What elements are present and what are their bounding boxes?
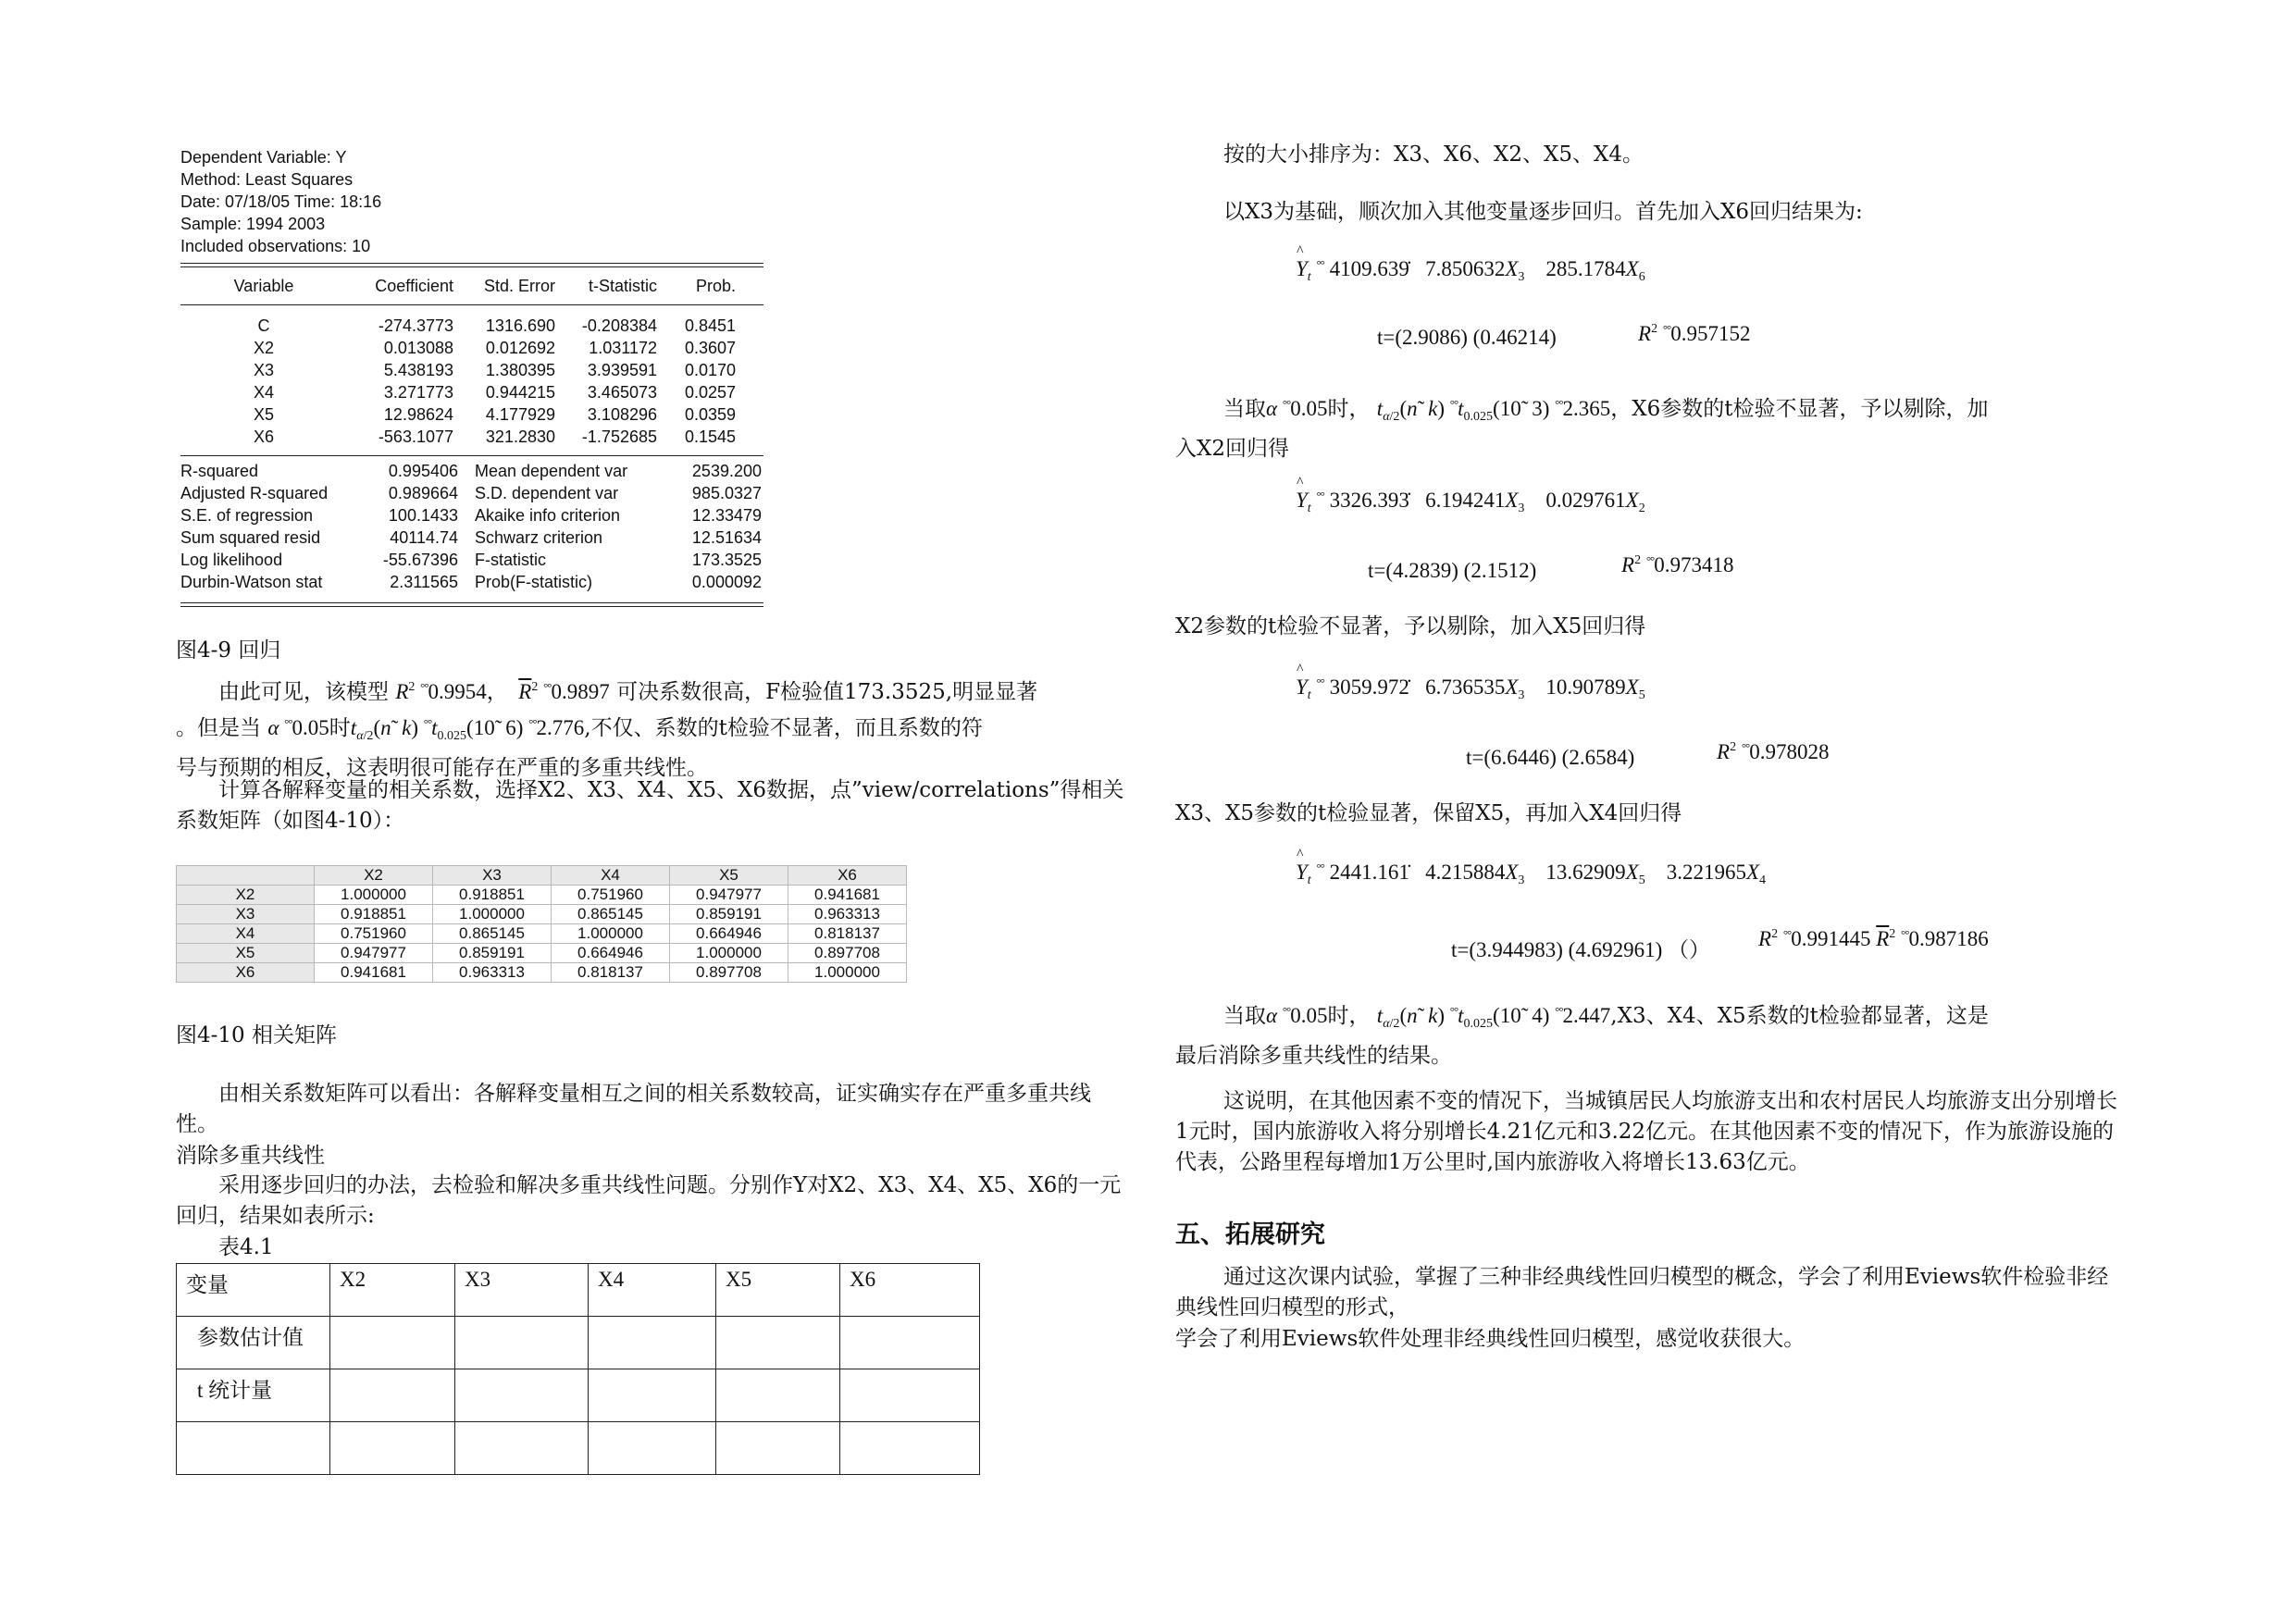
eq-coef: 0.029761 — [1545, 489, 1626, 512]
corr-col-header: X2 — [315, 866, 433, 886]
corr-cell: 0.859191 — [670, 905, 788, 924]
text: 。但是当 — [176, 716, 261, 740]
equation-2: ^ $Y_t$ °° 3326.393̇ $6.194241X_3$ $0.029761X_2$ — [1296, 489, 1645, 516]
corr-cell: 0.941681 — [788, 886, 907, 905]
t-critical-value: 2.776 — [536, 716, 585, 739]
corr-cell: 0.947977 — [315, 944, 433, 963]
corr-row-header: X5 — [177, 944, 315, 963]
corr-cell: 0.963313 — [433, 963, 552, 983]
corr-col-header: X6 — [788, 866, 907, 886]
stat-row — [180, 571, 763, 593]
stat-cell: 0.989664 — [388, 483, 458, 502]
stat-cell: 2539.200 — [691, 461, 762, 480]
eq-coef: 285.1784 — [1545, 257, 1626, 280]
corr-cell: 0.664946 — [670, 924, 788, 944]
paragraph: 由此可见，该模型 $R^2$ °°0.9954， $\overline{R}^2$ °°0.9897 可决系数很高，F检验值173.3525,明显显著 。但是当 α °°0.05时$t_{\alpha/2}(ñ$ k) $^{^\circ^\circ}t_{0.025}(10̃$ 6) °°2.776,不仅、系数的t检验不显著，而且系数的符 号与预期的相反，这表明很可能存在严重的多重共线性。 — [176, 672, 1129, 784]
table-cell: X2 — [330, 1264, 455, 1317]
stat-row — [180, 527, 763, 549]
stat-cell: 2.311565 — [390, 572, 458, 591]
alpha-value: 0.05 — [292, 716, 329, 739]
corr-cell: 1.000000 — [670, 944, 788, 963]
eq-constant: 2441.161 — [1329, 861, 1409, 884]
coef-table-header — [180, 267, 763, 304]
corr-row-header: X4 — [177, 924, 315, 944]
table-cell: 变量 — [177, 1264, 330, 1317]
table-cell — [455, 1369, 589, 1422]
stat-cell: Durbin-Watson stat — [180, 572, 323, 591]
alpha-value: 0.05 — [1290, 397, 1328, 420]
eq-sub: 3 — [1518, 270, 1525, 284]
coef-cell: X2 — [253, 338, 275, 357]
r-squared: $R^2$ °°0.973418 — [1621, 553, 1734, 576]
t-critical-value: 2.447 — [1562, 1004, 1611, 1027]
eq-coef: 3.221965 — [1666, 861, 1746, 884]
stat-cell: F-statistic — [475, 550, 547, 569]
coef-cell: 0.0170 — [684, 360, 736, 379]
eq-sub: 3 — [1518, 502, 1525, 515]
stat-cell: Prob(F-statistic) — [475, 572, 593, 591]
paragraph: 通过这次课内试验，掌握了三种非经典线性回归模型的概念，学会了利用Eviews软件检验非经典线性回归模型的形式， — [1175, 1265, 2109, 1319]
table-row — [177, 1369, 980, 1422]
coef-row — [180, 403, 763, 426]
table-row — [177, 1317, 980, 1369]
table-cell — [716, 1422, 840, 1475]
text: 最后消除多重共线性的结果。 — [1175, 1044, 1452, 1068]
corr-cell: 0.751960 — [315, 924, 433, 944]
eq-coef: 13.62909 — [1545, 861, 1626, 884]
r-squared-value: 0.9954， — [428, 680, 508, 703]
adj-r-squared-value: 0.9897 — [551, 680, 610, 703]
figure-caption: 图4-9 回归 — [176, 638, 281, 663]
r-squared: $R^2$ °°0.957152 — [1638, 322, 1751, 345]
stat-cell: R-squared — [180, 461, 259, 480]
text: 号与预期的相反，这表明很可能存在严重的多重共线性。 — [176, 756, 708, 780]
stat-cell: 173.3525 — [691, 550, 762, 569]
corr-col-header: X5 — [670, 866, 788, 886]
coef-cell: 1.031172 — [589, 338, 657, 357]
paragraph: 当取α °°0.05时， $t_{\alpha/2}(ñ$ k) $^{^\circ^\circ}t_{0.025}(10̃$ 3) °°2.365，X6参数的t检验不显著，予以剔除，加 入X2回归得 — [1175, 389, 2128, 465]
paragraph: 由相关系数矩阵可以看出：各解释变量相互之间的相关系数较高，证实确实存在严重多重共线性。 — [176, 1082, 1091, 1136]
table-cell — [589, 1317, 716, 1369]
corr-cell: 0.859191 — [433, 944, 552, 963]
figure-caption: 图4-10 相关矩阵 — [176, 1023, 337, 1047]
text: 可决系数很高，F检验值173.3525,明显显著 — [616, 680, 1038, 704]
corr-row-header: X3 — [177, 905, 315, 924]
eq-coef: 10.90789 — [1545, 675, 1626, 699]
table-cell — [589, 1422, 716, 1475]
eq-constant: 4109.639 — [1329, 257, 1409, 280]
paragraph: X3、X5参数的t检验显著，保留X5，再加入X4回归得 — [1175, 801, 1682, 825]
corr-row-header: X6 — [177, 963, 315, 983]
header-line: Sample: 1994 2003 — [180, 215, 326, 233]
table-caption: 表4.1 — [218, 1235, 274, 1259]
table-row — [177, 1264, 980, 1317]
table-cell: X3 — [455, 1264, 589, 1317]
corr-col-header: X4 — [552, 866, 670, 886]
coef-cell: 0.944215 — [485, 382, 555, 402]
regression-output — [180, 146, 763, 607]
r-squared: $R^2$ °°0.978028 — [1717, 740, 1830, 763]
table-cell — [716, 1369, 840, 1422]
coef-row — [180, 359, 763, 381]
stat-row — [180, 549, 763, 571]
coef-cell: 1316.690 — [485, 316, 555, 335]
text: 时， — [1327, 397, 1371, 421]
coef-cell: 0.013088 — [383, 338, 453, 357]
eq-sub: 2 — [1638, 502, 1645, 515]
coef-row — [180, 426, 763, 448]
stat-cell: S.E. of regression — [180, 505, 314, 525]
coef-cell: -0.208384 — [581, 316, 657, 335]
stat-cell: 12.51634 — [691, 527, 762, 547]
equation-1: ^ $Y_t$ °° 4109.639̇ $7.850632X_3$ $285.1784X_6$ — [1296, 257, 1645, 285]
col-header: Variable — [233, 276, 294, 295]
eq-var: X — [1745, 861, 1760, 884]
stat-row — [180, 504, 763, 527]
corr-cell: 1.000000 — [433, 905, 552, 924]
text: ,不仅、系数的t检验不显著，而且系数的符 — [584, 716, 983, 740]
stat-cell: Akaike info criterion — [475, 505, 621, 525]
stat-cell: 40114.74 — [390, 527, 458, 547]
eq-var: X — [1505, 489, 1519, 512]
header-line: Date: 07/18/05 Time: 18:16 — [180, 192, 382, 211]
coef-cell: 12.98624 — [383, 404, 453, 424]
coef-row — [180, 315, 763, 337]
header-line: Method: Least Squares — [180, 170, 354, 189]
coef-cell: 4.177929 — [485, 404, 555, 424]
section-heading: 五、拓展研究 — [1175, 1220, 1325, 1249]
eq-var: X — [1625, 489, 1639, 512]
eq-var: X — [1505, 257, 1519, 280]
eq-sub: 6 — [1638, 270, 1645, 284]
stat-row — [180, 482, 763, 504]
table-cell — [455, 1422, 589, 1475]
coef-cell: -1.752685 — [581, 427, 657, 446]
corr-row-header: X2 — [177, 886, 315, 905]
eq-constant: 3326.393 — [1329, 489, 1409, 512]
paragraph: 计算各解释变量的相关系数，选择X2、X3、X4、X5、X6数据，点”view/correlations”得相关系数矩阵（如图4-10）： — [176, 778, 1124, 833]
corr-row — [177, 944, 907, 963]
eq-sub: 3 — [1518, 873, 1525, 887]
header-line: Dependent Variable: Y — [180, 148, 347, 167]
corr-cell: 0.751960 — [552, 886, 670, 905]
r-squared-value: 0.991445 — [1791, 927, 1871, 950]
table-4-1 — [176, 1263, 980, 1475]
header-line: Included observations: 10 — [180, 237, 371, 255]
stat-cell: 985.0327 — [691, 483, 762, 502]
table-cell — [589, 1369, 716, 1422]
equation-3: ^ $Y_t$ °° 3059.972̇ $6.736535X_3$ $10.90789X_5$ — [1296, 675, 1645, 703]
eq-var: X — [1505, 861, 1519, 884]
corr-row — [177, 963, 907, 983]
stat-row — [180, 460, 763, 482]
corr-cell: 0.818137 — [788, 924, 907, 944]
stat-cell: 0.000092 — [691, 572, 762, 591]
col-header: Prob. — [695, 276, 736, 295]
stat-cell: 12.33479 — [691, 505, 762, 525]
col-header: Coefficient — [375, 276, 453, 295]
equation-4: ^ $Y_t$ °° 2441.161̇ $4.215884X_3$ $13.62909X_5$ $3.221965X_4$ — [1296, 861, 1766, 888]
coef-cell: X3 — [253, 360, 275, 379]
corr-cell: 0.865145 — [433, 924, 552, 944]
paragraph: 采用逐步回归的办法，去检验和解决多重共线性问题。分别作Y对X2、X3、X4、X5、X6的一元回归，结果如表所示: — [176, 1173, 1122, 1228]
coef-row — [180, 381, 763, 403]
table-cell — [455, 1317, 589, 1369]
paragraph: 这说明，在其他因素不变的情况下，当城镇居民人均旅游支出和农村居民人均旅游支出分别增长1元时，国内旅游收入将分别增长4.21亿元和3.22亿元。在其他因素不变的情况下，作为旅游设施的代表，公路里程每增加1万公里时,国内旅游收入将增长13.63亿元。 — [1175, 1089, 2117, 1174]
regression-header — [180, 146, 763, 257]
corr-cell: 0.818137 — [552, 963, 670, 983]
coef-cell: 0.012692 — [485, 338, 555, 357]
coef-cell: 3.939591 — [587, 360, 657, 379]
stat-cell: Sum squared resid — [180, 527, 321, 547]
eq-sub: 5 — [1638, 688, 1645, 702]
eq-sub: 4 — [1759, 873, 1767, 887]
table-cell: t 统计量 — [177, 1369, 330, 1422]
coef-cell: X4 — [253, 382, 275, 402]
coef-cell: 3.108296 — [587, 404, 657, 424]
table-cell — [330, 1369, 455, 1422]
text: 当取 — [1223, 1004, 1266, 1028]
eq-coef: 6.736535 — [1425, 675, 1506, 699]
table-cell — [840, 1317, 980, 1369]
t-critical-value: 2.365 — [1562, 397, 1611, 420]
corr-cell: 1.000000 — [552, 924, 670, 944]
coef-cell: 0.0257 — [684, 382, 736, 402]
t-values: t=(2.9086) (0.46214) — [1377, 326, 1557, 349]
eq-var: X — [1625, 675, 1639, 699]
corr-row — [177, 886, 907, 905]
col-header: Std. Error — [483, 276, 555, 295]
table-cell — [330, 1317, 455, 1369]
corr-col-header: X3 — [433, 866, 552, 886]
table-row — [177, 1422, 980, 1475]
table-cell: X6 — [840, 1264, 980, 1317]
t-values: t=(6.6446) (2.6584) — [1466, 746, 1635, 769]
coef-row — [180, 337, 763, 359]
coef-cell: 3.465073 — [587, 382, 657, 402]
paragraph: X2参数的t检验不显著，予以剔除，加入X5回归得 — [1175, 614, 1646, 638]
corr-cell: 0.897708 — [670, 963, 788, 983]
col-header: t-Statistic — [588, 276, 657, 295]
eq-var: X — [1625, 861, 1639, 884]
coef-cell: X5 — [253, 404, 275, 424]
coef-cell: 1.380395 — [485, 360, 555, 379]
paragraph: 按的大小排序为：X3、X6、X2、X5、X4。 — [1223, 142, 1644, 167]
corr-cell: 0.664946 — [552, 944, 670, 963]
coef-cell: 321.2830 — [485, 427, 555, 446]
coef-cell: X6 — [253, 427, 275, 446]
r-squared-value: 0.978028 — [1749, 740, 1830, 763]
coef-cell: C — [257, 316, 270, 335]
text: ，X6参数的t检验不显著，予以剔除，加 — [1610, 397, 1989, 421]
stat-cell: -55.67396 — [382, 550, 458, 569]
paragraph: 以X3为基础，顺次加入其他变量逐步回归。首先加入X6回归结果为: — [1223, 200, 1863, 224]
coef-cell: -563.1077 — [378, 427, 453, 446]
table-cell — [716, 1317, 840, 1369]
corr-row — [177, 924, 907, 944]
coef-cell: 3.271773 — [383, 382, 453, 402]
corner-cell — [177, 866, 315, 886]
r-squared-value: 0.973418 — [1654, 553, 1734, 576]
coef-cell: 0.1545 — [684, 427, 736, 446]
table-cell: X4 — [589, 1264, 716, 1317]
text: ,X3、X4、X5系数的t检验都显著，这是 — [1610, 1004, 1989, 1028]
eq-var: X — [1505, 675, 1519, 699]
divider — [180, 602, 763, 607]
stat-cell: Log likelihood — [180, 550, 283, 569]
corr-cell: 0.918851 — [433, 886, 552, 905]
corr-cell: 0.897708 — [788, 944, 907, 963]
stat-cell: Adjusted R-squared — [180, 483, 329, 502]
stats-table — [180, 460, 763, 593]
paragraph: 当取α °°0.05时， $t_{\alpha/2}(ñ$ k) $^{^\circ^\circ}t_{0.025}(10̃$ 4) °°2.447,X3、X4、X5系数的t检验都显著，这是 最后消除多重共线性的结果。 — [1175, 996, 2128, 1072]
coef-table-body — [180, 315, 763, 448]
alpha-value: 0.05 — [1290, 1004, 1328, 1027]
coef-cell: 0.0359 — [684, 404, 736, 424]
corr-cell: 0.947977 — [670, 886, 788, 905]
table-cell — [177, 1422, 330, 1475]
coef-cell: 0.3607 — [684, 338, 736, 357]
correlation-matrix — [176, 865, 907, 983]
table-cell — [840, 1422, 980, 1475]
paragraph: 学会了利用Eviews软件处理非经典线性回归模型，感觉收获很大。 — [1175, 1327, 1806, 1351]
table-cell — [840, 1369, 980, 1422]
stat-cell: Schwarz criterion — [475, 527, 603, 547]
text: 时 — [329, 716, 351, 740]
eq-coef: 4.215884 — [1425, 861, 1506, 884]
coef-cell: 5.438193 — [383, 360, 453, 379]
eq-var: X — [1625, 257, 1639, 280]
stat-cell: 0.995406 — [388, 461, 458, 480]
t-values: t=(3.944983) (4.692961) （） — [1451, 938, 1710, 961]
eq-coef: 6.194241 — [1425, 489, 1506, 512]
corr-cell: 1.000000 — [315, 886, 433, 905]
corr-cell: 0.963313 — [788, 905, 907, 924]
section-heading: 消除多重共线性 — [176, 1144, 325, 1168]
corr-cell: 0.918851 — [315, 905, 433, 924]
adj-r-squared-value: 0.987186 — [1908, 927, 1989, 950]
table-cell — [330, 1422, 455, 1475]
r-squared: $R^2$ °°0.991445 $\overline{R}^2$ °°0.987186 — [1758, 927, 1989, 950]
corr-cell: 1.000000 — [788, 963, 907, 983]
text: 由此可见，该模型 — [218, 680, 389, 704]
coef-cell: -274.3773 — [378, 316, 453, 335]
stat-cell: 100.1433 — [388, 505, 458, 525]
eq-sub: 3 — [1518, 688, 1525, 702]
text: 时， — [1327, 1004, 1371, 1028]
eq-constant: 3059.972 — [1329, 675, 1409, 699]
eq-sub: 5 — [1638, 873, 1645, 887]
corr-cell: 0.865145 — [552, 905, 670, 924]
corr-cell: 0.941681 — [315, 963, 433, 983]
coef-cell: 0.8451 — [684, 316, 736, 335]
table-cell: X5 — [716, 1264, 840, 1317]
text: 入X2回归得 — [1175, 437, 1290, 461]
corr-row — [177, 905, 907, 924]
stat-cell: S.D. dependent var — [475, 483, 619, 502]
t-values: t=(4.2839) (2.1512) — [1368, 559, 1537, 582]
table-cell: 参数估计值 — [177, 1317, 330, 1369]
text: 当取 — [1223, 397, 1266, 421]
stat-cell: Mean dependent var — [475, 461, 628, 480]
r-squared-value: 0.957152 — [1670, 322, 1751, 345]
eq-coef: 7.850632 — [1425, 257, 1506, 280]
